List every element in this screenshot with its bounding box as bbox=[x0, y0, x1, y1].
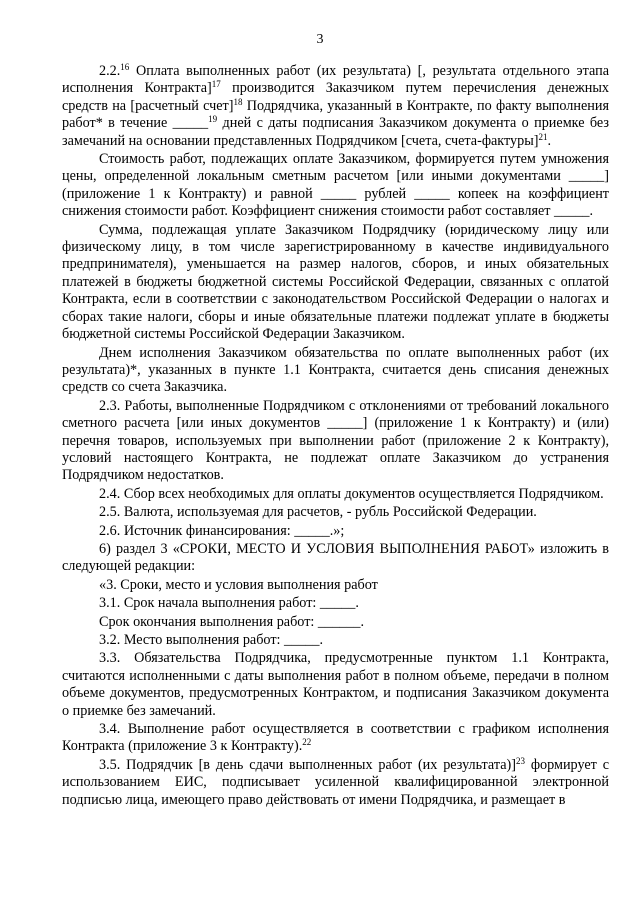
text-segment: Оплата выполненных работ (их результата) [, результата отдельного этапа исполнения Контракта] bbox=[62, 63, 609, 97]
text-segment: Днем исполнения Заказчиком обязательства по оплате выполненных работ (их результата)*, указанных в пункте 1.1 Контракта, считается день списания денежных средств со счета Заказчика. bbox=[62, 344, 609, 396]
paragraph-clause-3-1 bbox=[62, 595, 609, 612]
paragraph-clause-2-6 bbox=[62, 523, 609, 540]
document-body bbox=[62, 63, 609, 810]
footnote-ref: 19 bbox=[208, 114, 218, 125]
page-number: 3 bbox=[316, 32, 324, 47]
paragraph-clause-3-3 bbox=[62, 650, 609, 720]
text-segment: Стоимость работ, подлежащих оплате Заказчиком, формируется путем умножения цены, определенной локальным сметным расчетом [или иными документами _____] (приложение 1 к Контракту) и равной _____ рублей _____ копеек на коэффициент снижения стоимости работ. Коэффициент снижения стоимости работ составляет _____. bbox=[62, 151, 609, 220]
text-segment: 6) раздел 3 «СРОКИ, МЕСТО И УСЛОВИЯ ВЫПОЛНЕНИЯ РАБОТ» изложить в следующей редакции: bbox=[62, 540, 609, 575]
footnote-ref: 17 bbox=[211, 79, 221, 90]
text-segment: Срок окончания выполнения работ: ______. bbox=[99, 613, 365, 630]
text-segment: 3.2. Место выполнения работ: _____. bbox=[99, 632, 324, 648]
text-segment: 2.3. Работы, выполненные Подрядчиком с отклонениями от требований локального сметного расчета [или иных документов _____] (приложение 1 к Контракту) и (или) перечня товаров, используемых при выполнении работ (приложение 2 к Контракту), условий настоящего Контракта, не подлежат оплате Заказчиком до устранения Подрядчиком недостатков. bbox=[62, 397, 609, 484]
text-segment: дней с даты подписания Заказчиком документа о приемке без замечаний на основании представленных Подрядчиком [счета, счета-фактуры] bbox=[62, 115, 609, 149]
paragraph-clause-2-2-payment-day bbox=[62, 345, 609, 397]
paragraph-clause-3-1-end bbox=[62, 614, 609, 631]
paragraph-clause-3-5 bbox=[62, 757, 609, 809]
footnote-ref: 16 bbox=[120, 62, 130, 72]
text-segment: «3. Сроки, место и условия выполнения работ bbox=[99, 576, 378, 593]
footnote-ref: 23 bbox=[515, 755, 525, 766]
text-segment: 2.5. Валюта, используемая для расчетов, - рубль Российской Федерации. bbox=[99, 504, 537, 521]
text-segment: . bbox=[547, 132, 552, 149]
paragraph-clause-2-2-cost bbox=[62, 151, 609, 221]
text-segment: 3.5. Подрядчик [в день сдачи выполненных работ (их результата)] bbox=[99, 756, 516, 773]
text-segment: формирует с использованием ЕИС, подписывает усиленной квалифицированной электронной подписью лица, имеющего право действовать от имени Подрядчика, и размещает в bbox=[62, 756, 610, 808]
paragraph-clause-2-4 bbox=[62, 486, 609, 503]
text-segment: 3.1. Срок начала выполнения работ: _____. bbox=[99, 595, 359, 612]
text-segment: 2.4. Сбор всех необходимых для оплаты документов осуществляется Подрядчиком. bbox=[99, 485, 604, 502]
paragraph-amendment-item-6 bbox=[62, 541, 609, 576]
footnote-ref: 18 bbox=[233, 96, 243, 107]
text-segment: 3.4. Выполнение работ осуществляется в соответствии с графиком исполнения Контракта (приложение 3 к Контракту). bbox=[62, 721, 609, 755]
paragraph-clause-3-2 bbox=[62, 632, 609, 649]
text-segment: Подрядчика, указанный в Контракте, по факту выполнения работ* в течение _____ bbox=[62, 97, 609, 132]
paragraph-clause-2-2-amount bbox=[62, 222, 609, 344]
paragraph-clause-2-5 bbox=[62, 504, 609, 521]
paragraph-clause-2-3 bbox=[62, 398, 609, 485]
text-segment: 3.3. Обязательства Подрядчика, предусмотренные пунктом 1.1 Контракта, считаются исполненными с даты выполнения работ в полном объеме, передачи в полном объеме документов, предусмотренных Контрактом, и подписания Заказчиком документа о приемке без замечаний. bbox=[62, 650, 609, 719]
text-segment: Сумма, подлежащая уплате Заказчиком Подрядчику (юридическому лицу или физическому лицу, в том числе зарегистрированному в качестве индивидуального предпринимателя), уменьшается на размер налогов, сборов, и иных обязательных платежей в бюджеты бюджетной системы Российской Федерации, связанных с оплатой Контракта, если в соответствии с законодательством Российской Федерации о налогах и сборах такие налоги, сборы и иные обязательные платежи подлежат уплате в бюджеты бюджетной системы Российской Федерации Заказчиком. bbox=[62, 221, 609, 343]
text-segment: 2.2. bbox=[99, 63, 121, 79]
paragraph-clause-2-2 bbox=[62, 63, 609, 150]
paragraph-section-3-title bbox=[62, 577, 609, 594]
footnote-ref: 21 bbox=[538, 131, 548, 142]
text-segment: 2.6. Источник финансирования: _____.»; bbox=[99, 522, 345, 539]
paragraph-clause-3-4 bbox=[62, 721, 609, 756]
footnote-ref: 22 bbox=[302, 737, 312, 748]
text-segment: производится Заказчиком путем перечисления денежных средств на [расчетный счет] bbox=[62, 80, 609, 114]
